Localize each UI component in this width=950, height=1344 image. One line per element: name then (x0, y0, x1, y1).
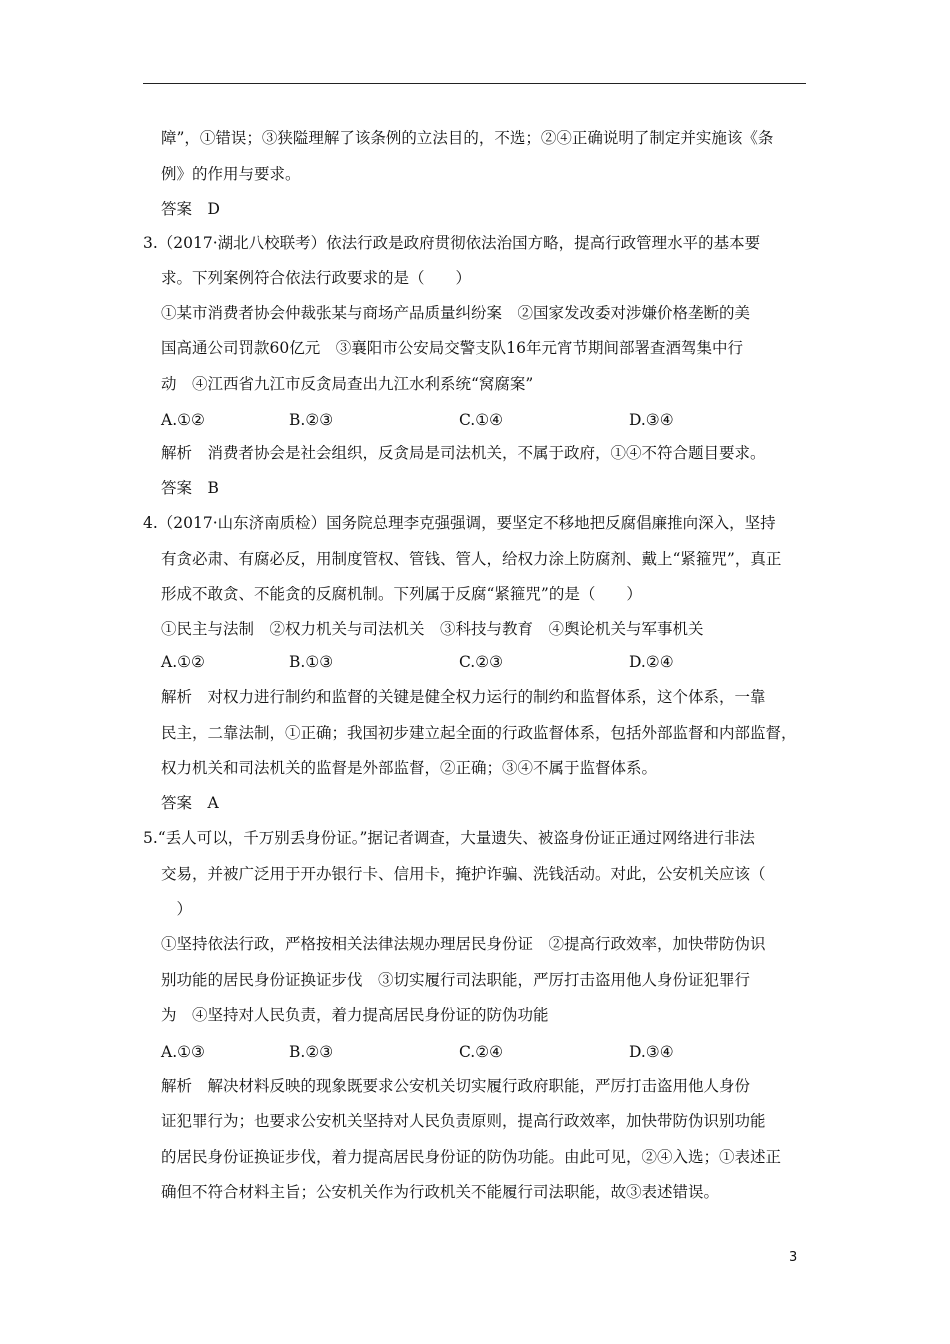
q5-option-b: B.②③ (289, 1043, 334, 1061)
q3-answer: 答案 B (161, 479, 219, 497)
q5-analysis-line-3: 的居民身份证换证步伐，着力提高居民身份证的防伪功能。由此可见，②④入选；①表述正 (161, 1148, 782, 1166)
q3-analysis: 解析 消费者协会是社会组织，反贪局是司法机关，不属于政府，①④不符合题目要求。 (161, 444, 766, 462)
q5-option-d: D.③④ (629, 1043, 674, 1061)
continuation-line-1: 障”，①错误；③狭隘理解了该条例的立法目的，不选；②④正确说明了制定并实施该《条 (161, 129, 774, 147)
q4-analysis-line-2: 民主，二靠法制，①正确；我国初步建立起全面的行政监督体系，包括外部监督和内部监督， (161, 724, 797, 742)
q4-option-d: D.②④ (629, 653, 674, 671)
q3-item-line-2: 国高通公司罚款60亿元 ③襄阳市公安局交警支队16年元宵节期间部署查酒驾集中行 (161, 339, 743, 357)
q5-stem-line-1: 5.“丢人可以，千万别丢身份证。”据记者调查，大量遗失、被盗身份证正通过网络进行非法 (143, 829, 755, 847)
q3-stem-line-1: 3.（2017·湖北八校联考）依法行政是政府贯彻依法治国方略，提高行政管理水平的基本要 (143, 234, 761, 252)
q5-stem-line-2: 交易，并被广泛用于开办银行卡、信用卡，掩护诈骗、洗钱活动。对此，公安机关应该（ (161, 865, 766, 883)
q3-item-line-3: 动 ④江西省九江市反贪局查出九江水利系统“窝腐案” (161, 375, 534, 393)
continuation-line-2: 例》的作用与要求。 (161, 165, 301, 183)
q4-items: ①民主与法制 ②权力机关与司法机关 ③科技与教育 ④舆论机关与军事机关 (161, 620, 704, 638)
q4-analysis-line-1: 解析 对权力进行制约和监督的关键是健全权力运行的制约和监督体系，这个体系，一靠 (161, 688, 766, 706)
q5-analysis-line-4: 确但不符合材料主旨；公安机关作为行政机关不能履行司法职能，故③表述错误。 (161, 1183, 720, 1201)
q4-analysis-line-3: 权力机关和司法机关的监督是外部监督，②正确；③④不属于监督体系。 (161, 759, 658, 777)
q4-option-a: A.①② (161, 653, 205, 671)
q5-analysis-line-2: 证犯罪行为；也要求公安机关坚持对人民负责原则，提高行政效率，加快带防伪识别功能 (161, 1112, 766, 1130)
header-rule (143, 83, 806, 84)
q5-option-a: A.①③ (161, 1043, 205, 1061)
q5-option-c: C.②④ (459, 1043, 504, 1061)
q4-stem-line-3: 形成不敢贪、不能贪的反腐机制。下列属于反腐“紧箍咒”的是（ ） (161, 585, 642, 603)
q3-item-line-1: ①某市消费者协会仲裁张某与商场产品质量纠纷案 ②国家发改委对涉嫌价格垄断的美 (161, 304, 751, 322)
q5-item-line-3: 为 ④坚持对人民负责，着力提高居民身份证的防伪功能 (161, 1006, 549, 1024)
q4-option-c: C.②③ (459, 653, 504, 671)
q5-analysis-line-1: 解析 解决材料反映的现象既要求公安机关切实履行政府职能，严厉打击盗用他人身份 (161, 1077, 751, 1095)
q3-option-a: A.①② (161, 411, 205, 429)
q4-option-b: B.①③ (289, 653, 334, 671)
q3-option-b: B.②③ (289, 411, 334, 429)
q3-option-c: C.①④ (459, 411, 504, 429)
q5-item-line-2: 别功能的居民身份证换证步伐 ③切实履行司法职能，严厉打击盗用他人身份证犯罪行 (161, 971, 751, 989)
q3-option-d: D.③④ (629, 411, 674, 429)
q5-item-line-1: ①坚持依法行政，严格按相关法律法规办理居民身份证 ②提高行政效率，加快带防伪识 (161, 935, 766, 953)
q4-stem-line-2: 有贪必肃、有腐必反，用制度管权、管钱、管人，给权力涂上防腐剂、戴上“紧箍咒”，真正 (161, 550, 782, 568)
page-number: 3 (789, 1250, 798, 1265)
q3-stem-line-2: 求。下列案例符合依法行政要求的是（ ） (161, 269, 472, 287)
q4-stem-line-1: 4.（2017·山东济南质检）国务院总理李克强强调，要坚定不移地把反腐倡廉推向深入，坚持 (143, 514, 776, 532)
q4-answer: 答案 A (161, 794, 219, 812)
q2-answer: 答案 D (161, 200, 220, 218)
q5-stem-line-3: ） (161, 900, 193, 918)
